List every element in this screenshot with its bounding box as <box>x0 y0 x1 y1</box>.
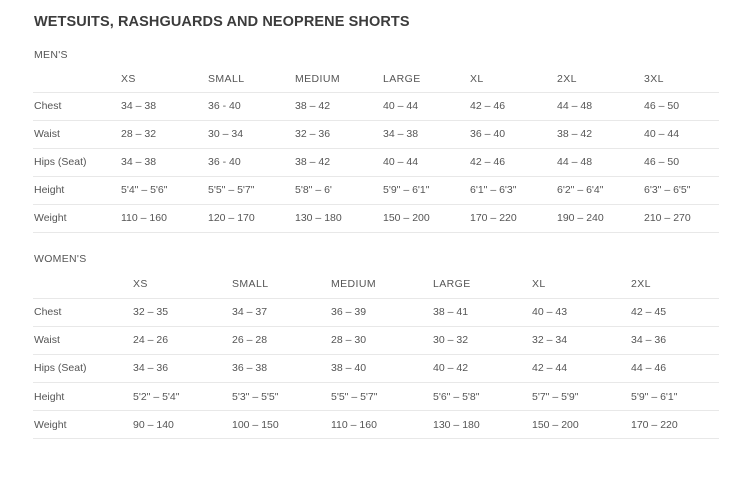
table-cell: 32 – 34 <box>532 326 631 354</box>
table-cell: 24 – 26 <box>133 326 232 354</box>
table-cell: 210 – 270 <box>644 204 719 232</box>
womens-size-header: MEDIUM <box>331 270 433 298</box>
table-cell: 28 – 30 <box>331 326 433 354</box>
table-cell: 34 – 36 <box>631 326 719 354</box>
table-cell: 30 – 34 <box>208 120 295 148</box>
table-cell: 150 – 200 <box>383 204 470 232</box>
table-cell: 38 – 40 <box>331 354 433 382</box>
row-label: Weight <box>33 411 133 439</box>
table-cell: 5'3" – 5'5" <box>232 383 331 411</box>
table-cell: 34 – 36 <box>133 354 232 382</box>
womens-size-header: 2XL <box>631 270 719 298</box>
mens-size-header: XL <box>470 66 557 92</box>
table-cell: 40 – 43 <box>532 298 631 326</box>
table-cell: 5'5" – 5'7" <box>331 383 433 411</box>
mens-size-header: MEDIUM <box>295 66 383 92</box>
table-cell: 5'9" – 6'1" <box>631 383 719 411</box>
mens-size-header: LARGE <box>383 66 470 92</box>
mens-size-header: 3XL <box>644 66 719 92</box>
table-cell: 36 – 40 <box>470 120 557 148</box>
table-cell: 190 – 240 <box>557 204 644 232</box>
table-cell: 28 – 32 <box>121 120 208 148</box>
table-cell: 40 – 44 <box>383 92 470 120</box>
table-cell: 32 – 36 <box>295 120 383 148</box>
row-label: Chest <box>33 298 133 326</box>
table-cell: 42 – 46 <box>470 148 557 176</box>
table-row <box>33 176 719 204</box>
row-label: Hips (Seat) <box>33 148 121 176</box>
table-cell: 5'7" – 5'9" <box>532 383 631 411</box>
mens-header-blank <box>33 66 121 92</box>
table-cell: 40 – 44 <box>644 120 719 148</box>
table-cell: 5'6" – 5'8" <box>433 383 532 411</box>
table-row <box>33 204 719 232</box>
table-cell: 32 – 35 <box>133 298 232 326</box>
table-cell: 44 – 48 <box>557 92 644 120</box>
womens-size-header: SMALL <box>232 270 331 298</box>
table-cell: 34 – 38 <box>383 120 470 148</box>
table-cell: 100 – 150 <box>232 411 331 439</box>
table-cell: 170 – 220 <box>470 204 557 232</box>
row-label: Hips (Seat) <box>33 354 133 382</box>
table-cell: 42 – 44 <box>532 354 631 382</box>
table-cell: 36 – 38 <box>232 354 331 382</box>
row-label: Height <box>33 176 121 204</box>
womens-size-header: XL <box>532 270 631 298</box>
row-label: Weight <box>33 204 121 232</box>
table-cell: 90 – 140 <box>133 411 232 439</box>
table-row <box>33 148 719 176</box>
table-cell: 5'2" – 5'4" <box>133 383 232 411</box>
table-cell: 5'8" – 6' <box>295 176 383 204</box>
table-cell: 110 – 160 <box>121 204 208 232</box>
womens-size-table <box>33 270 719 439</box>
table-cell: 5'4" – 5'6" <box>121 176 208 204</box>
table-cell: 6'2" – 6'4" <box>557 176 644 204</box>
table-cell: 36 – 39 <box>331 298 433 326</box>
page-title: WETSUITS, RASHGUARDS AND NEOPRENE SHORTS <box>34 14 410 30</box>
table-cell: 6'1" – 6'3" <box>470 176 557 204</box>
table-cell: 34 – 38 <box>121 92 208 120</box>
table-cell: 120 – 170 <box>208 204 295 232</box>
table-cell: 150 – 200 <box>532 411 631 439</box>
table-row <box>33 92 719 120</box>
table-cell: 46 – 50 <box>644 92 719 120</box>
table-cell: 34 – 38 <box>121 148 208 176</box>
mens-size-header: SMALL <box>208 66 295 92</box>
table-cell: 44 – 48 <box>557 148 644 176</box>
womens-size-header: LARGE <box>433 270 532 298</box>
mens-size-header: XS <box>121 66 208 92</box>
mens-header-row <box>33 66 719 92</box>
table-row <box>33 120 719 148</box>
table-cell: 38 – 42 <box>295 148 383 176</box>
table-cell: 5'9" – 6'1" <box>383 176 470 204</box>
table-cell: 170 – 220 <box>631 411 719 439</box>
table-cell: 130 – 180 <box>433 411 532 439</box>
table-cell: 36 - 40 <box>208 92 295 120</box>
table-cell: 46 – 50 <box>644 148 719 176</box>
table-cell: 110 – 160 <box>331 411 433 439</box>
table-row <box>33 354 719 382</box>
mens-size-header: 2XL <box>557 66 644 92</box>
table-row <box>33 298 719 326</box>
mens-size-table <box>33 66 719 233</box>
table-cell: 5'5" – 5'7" <box>208 176 295 204</box>
table-cell: 38 – 42 <box>557 120 644 148</box>
table-cell: 26 – 28 <box>232 326 331 354</box>
womens-section-heading: WOMEN'S <box>34 253 87 265</box>
row-label: Chest <box>33 92 121 120</box>
table-row <box>33 383 719 411</box>
womens-header-row <box>33 270 719 298</box>
table-cell: 40 – 44 <box>383 148 470 176</box>
table-cell: 42 – 45 <box>631 298 719 326</box>
table-cell: 40 – 42 <box>433 354 532 382</box>
table-cell: 34 – 37 <box>232 298 331 326</box>
row-label: Waist <box>33 120 121 148</box>
table-cell: 44 – 46 <box>631 354 719 382</box>
row-label: Waist <box>33 326 133 354</box>
table-cell: 130 – 180 <box>295 204 383 232</box>
mens-section-heading: MEN'S <box>34 49 68 61</box>
table-cell: 42 – 46 <box>470 92 557 120</box>
table-cell: 30 – 32 <box>433 326 532 354</box>
womens-header-blank <box>33 270 133 298</box>
table-cell: 38 – 42 <box>295 92 383 120</box>
row-label: Height <box>33 383 133 411</box>
table-cell: 36 - 40 <box>208 148 295 176</box>
table-row <box>33 326 719 354</box>
table-cell: 38 – 41 <box>433 298 532 326</box>
womens-size-header: XS <box>133 270 232 298</box>
table-cell: 6'3" – 6'5" <box>644 176 719 204</box>
table-row <box>33 411 719 439</box>
